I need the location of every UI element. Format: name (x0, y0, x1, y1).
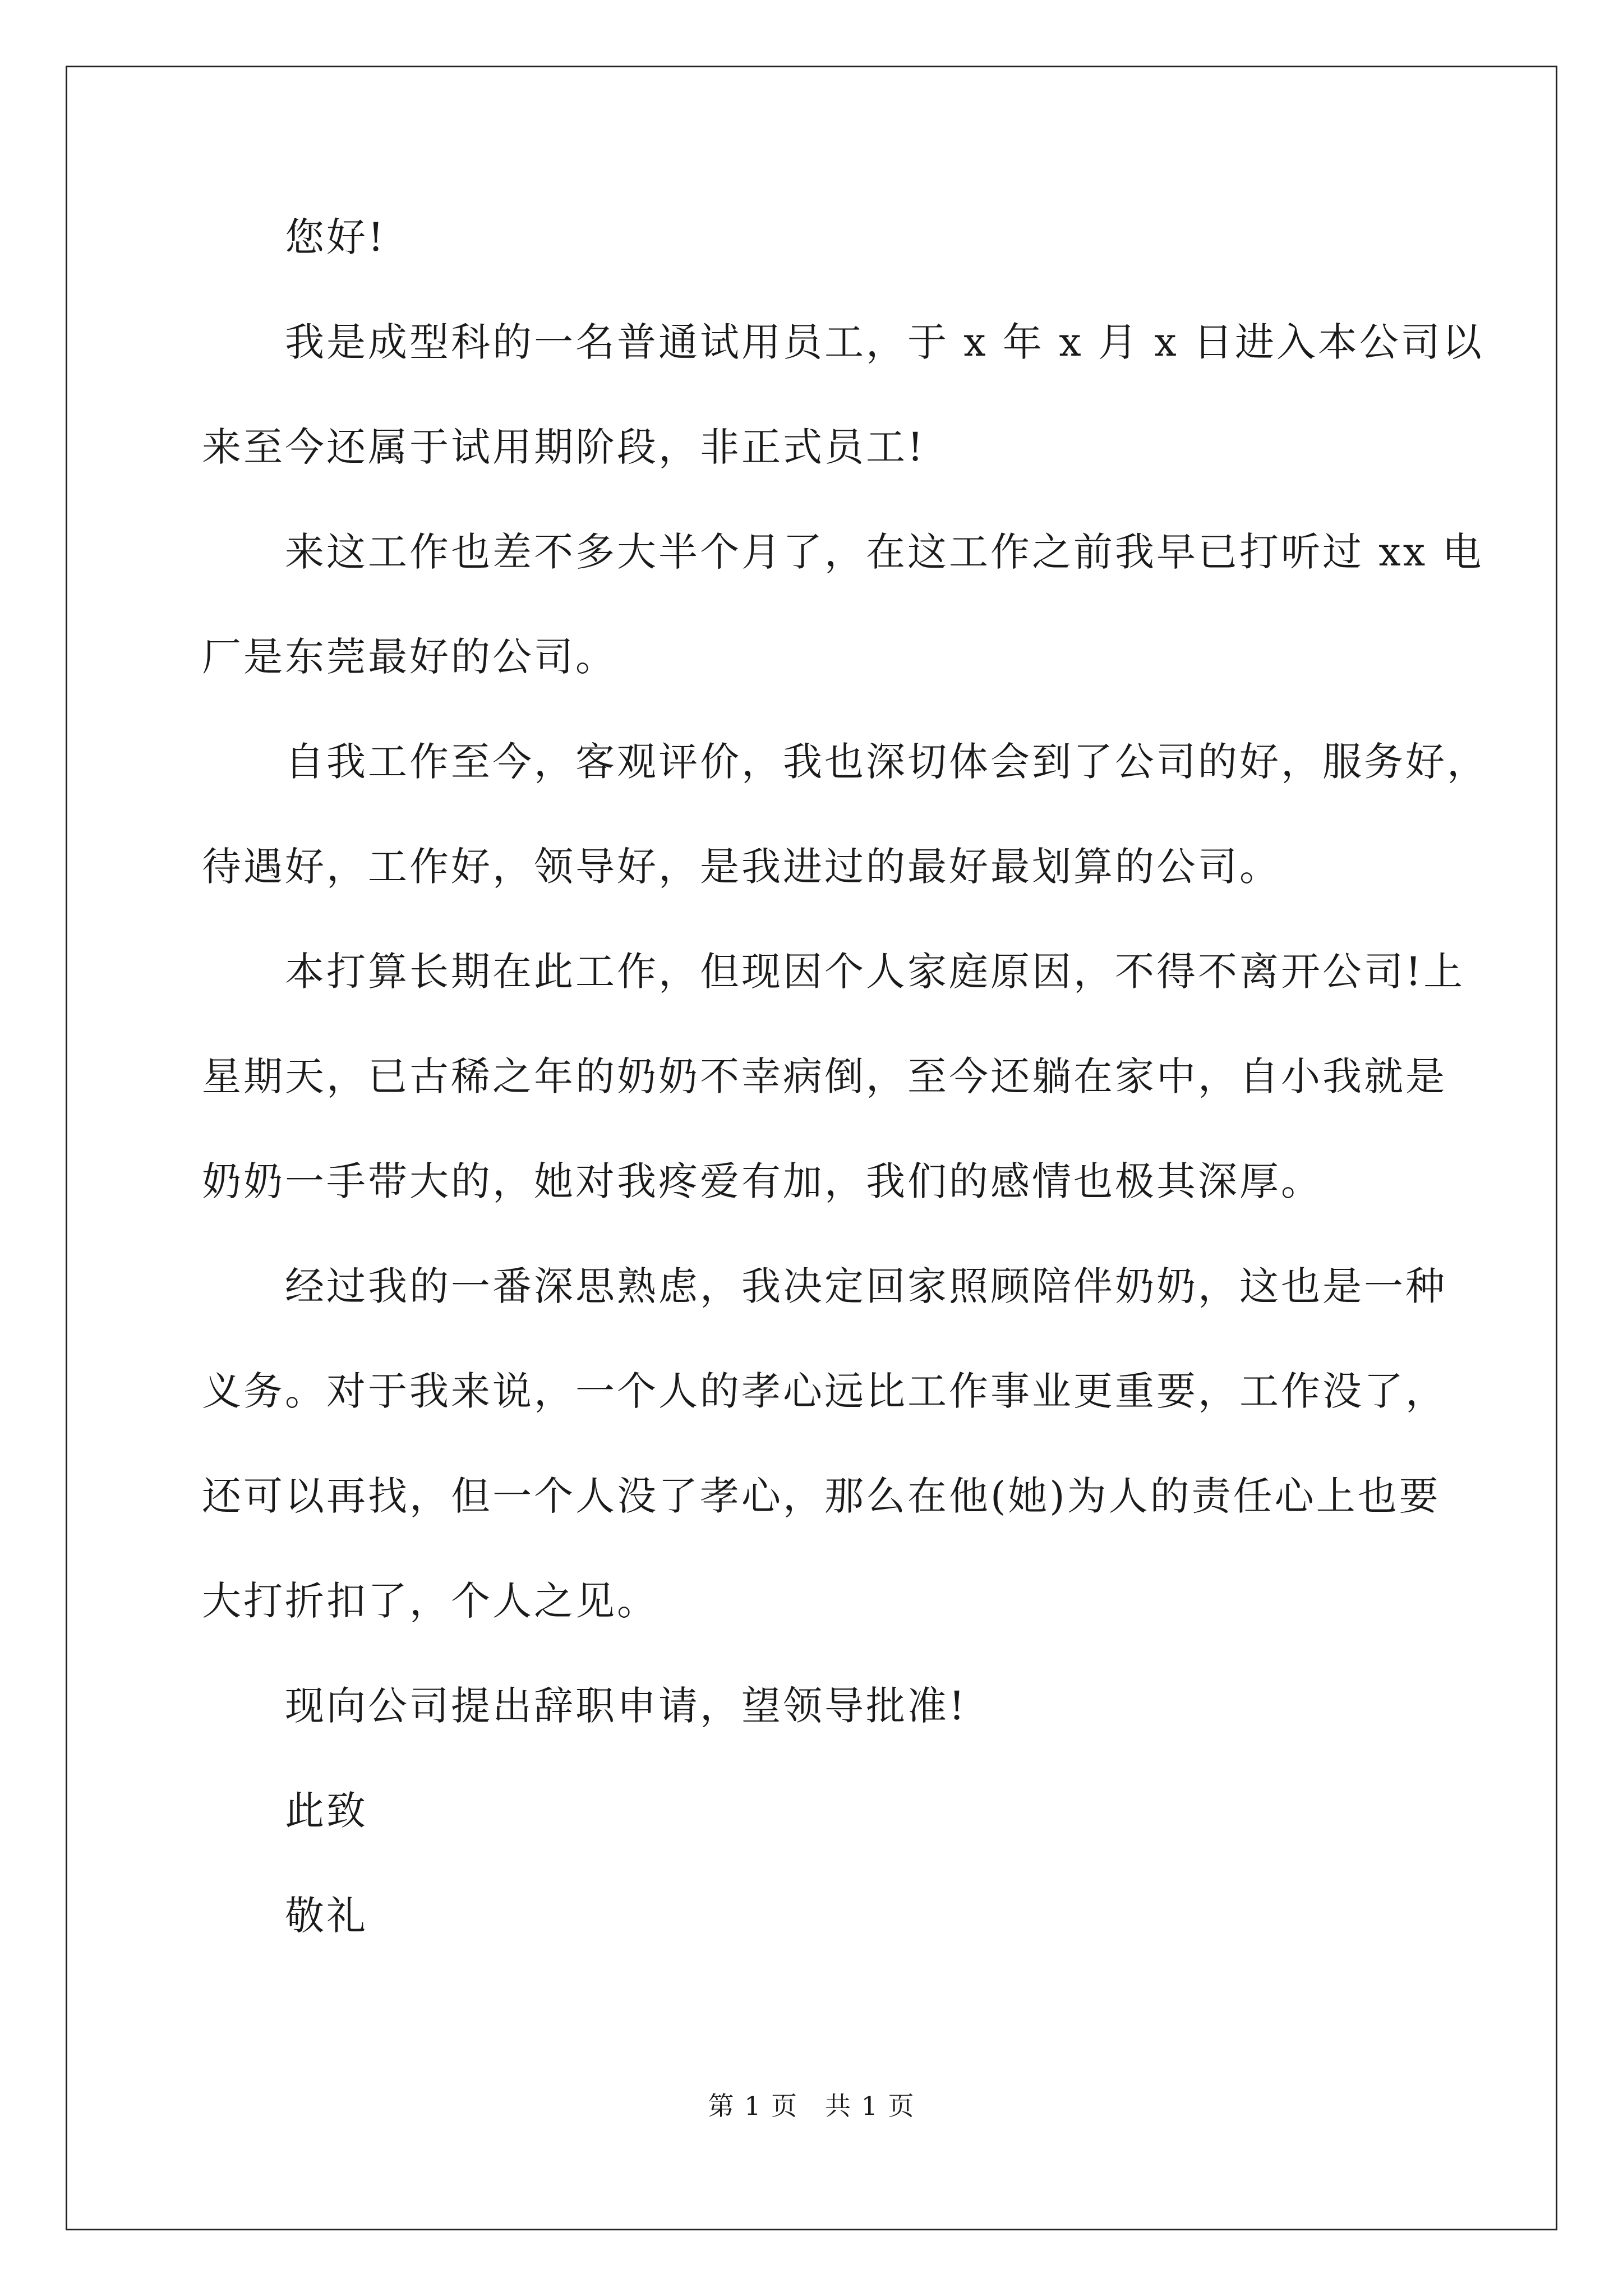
paragraph-1 (202, 290, 1484, 500)
paragraph-5 (202, 1234, 1447, 1654)
paragraph-3 (202, 710, 1488, 919)
page-number: 第 1 页 (708, 2091, 798, 2121)
paragraph-line: 待遇好，工作好，领导好，是我进过的最好最划算的公司。 (202, 844, 1281, 890)
paragraph-6: 现向公司提出辞职申请，望领导批准! (285, 1683, 967, 1729)
closing-salutation: 此致 (285, 1788, 368, 1834)
greeting: 您好! (285, 214, 386, 260)
paragraph-line: 自我工作至今，客观评价，我也深切体会到了公司的好，服务好， (285, 739, 1488, 785)
paragraph-2 (202, 500, 1484, 710)
paragraph-line: 来这工作也差不多大半个月了，在这工作之前我早已打听过 xx 电 (285, 529, 1484, 575)
paragraph-4 (202, 919, 1465, 1234)
paragraph-line: 厂是东莞最好的公司。 (202, 634, 617, 680)
paragraph-line: 大打折扣了，个人之见。 (202, 1578, 658, 1624)
paragraph-line: 星期天，已古稀之年的奶奶不幸病倒，至今还躺在家中，自小我就是 (202, 1053, 1447, 1099)
closing-regards: 敬礼 (285, 1893, 368, 1939)
letter-body (202, 185, 1488, 1968)
paragraph-line: 奶奶一手带大的，她对我疼爱有加，我们的感情也极其深厚。 (202, 1158, 1322, 1204)
paragraph-line: 我是成型科的一名普通试用员工，于 x 年 x 月 x 日进入本公司以 (285, 319, 1484, 365)
page-total: 共 1 页 (825, 2091, 915, 2121)
paragraph-line: 本打算长期在此工作，但现因个人家庭原因，不得不离开公司!上 (285, 949, 1465, 995)
paragraph-line: 经过我的一番深思熟虑，我决定回家照顾陪伴奶奶，这也是一种 (285, 1263, 1447, 1309)
paragraph-line: 义务。对于我来说，一个人的孝心远比工作事业更重要，工作没了， (202, 1368, 1447, 1414)
paragraph-line: 来至今还属于试用期阶段，非正式员工! (202, 424, 926, 470)
page-footer (0, 2086, 1623, 2123)
paragraph-line: 还可以再找，但一个人没了孝心，那么在他(她)为人的责任心上也要 (202, 1473, 1441, 1519)
